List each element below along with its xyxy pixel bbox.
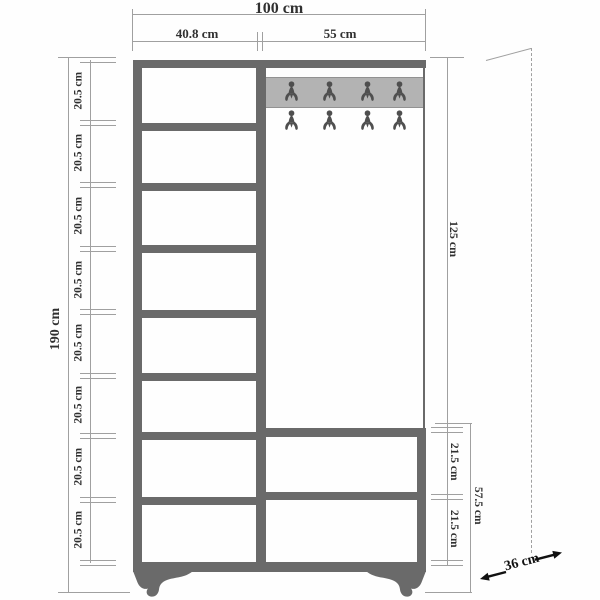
dim-tick bbox=[262, 32, 263, 51]
dim-label-segment: 20.5 cm bbox=[72, 323, 85, 362]
dim-tick bbox=[80, 125, 116, 126]
coat-hook-icon bbox=[321, 81, 338, 104]
dim-label-segment: 20.5 cm bbox=[72, 510, 85, 549]
shelf-divider bbox=[142, 373, 256, 381]
dim-label-depth: 36 cm bbox=[502, 550, 541, 575]
dim-label-left-width: 40.8 cm bbox=[175, 26, 219, 41]
wardrobe-top-frame bbox=[133, 60, 426, 68]
depth-projection-line bbox=[486, 48, 532, 61]
coat-hook-icon bbox=[359, 110, 376, 133]
dim-label-segment: 20.5 cm bbox=[72, 196, 85, 235]
dim-tick bbox=[132, 9, 133, 51]
dim-tick bbox=[80, 433, 116, 434]
shelf-divider bbox=[142, 497, 256, 505]
left-foot-icon bbox=[133, 571, 195, 598]
dim-label-right-width: 55 cm bbox=[323, 26, 357, 41]
dim-label-drawer-upper: 21.5 cm bbox=[447, 442, 460, 481]
dim-tick bbox=[80, 438, 116, 439]
dim-tick bbox=[425, 592, 472, 593]
dim-tick bbox=[80, 120, 116, 121]
dim-tick bbox=[80, 246, 116, 247]
shelf-divider bbox=[142, 245, 256, 253]
drawer-section-top-border bbox=[266, 428, 426, 437]
dim-tick bbox=[425, 9, 426, 51]
dim-tick bbox=[80, 314, 116, 315]
dim-tick bbox=[80, 373, 116, 374]
shelf-divider bbox=[142, 310, 256, 318]
coat-hook-icon bbox=[391, 110, 408, 133]
coat-hook-icon bbox=[391, 81, 408, 104]
dim-tick bbox=[431, 565, 463, 566]
dim-tick bbox=[80, 378, 116, 379]
dim-tick bbox=[431, 494, 463, 495]
dim-tick bbox=[80, 565, 116, 566]
drawer-section-right-border bbox=[417, 437, 426, 562]
dim-label-drawer-total: 57.5 cm bbox=[471, 486, 484, 525]
shelf-divider bbox=[142, 123, 256, 131]
shelf-divider bbox=[142, 183, 256, 191]
dim-tick bbox=[80, 497, 116, 498]
wardrobe-left-frame bbox=[133, 60, 142, 572]
dim-label-segment: 20.5 cm bbox=[72, 71, 85, 110]
dim-tick bbox=[430, 57, 464, 58]
dim-label-total-height: 190 cm bbox=[48, 307, 63, 351]
drawer-divider bbox=[266, 492, 417, 500]
dim-tick bbox=[80, 187, 116, 188]
coat-hook-icon bbox=[283, 81, 300, 104]
dim-label-segment: 20.5 cm bbox=[72, 385, 85, 424]
dim-tick bbox=[58, 592, 130, 593]
shelf-divider bbox=[142, 432, 256, 440]
dim-line-shelf-segments bbox=[90, 60, 91, 563]
wardrobe-center-divider bbox=[256, 68, 266, 562]
dim-tick bbox=[435, 423, 472, 424]
dim-tick bbox=[431, 427, 463, 428]
dim-tick bbox=[80, 560, 116, 561]
dim-label-segment: 20.5 cm bbox=[72, 260, 85, 299]
dim-line-total-height bbox=[68, 57, 69, 592]
wardrobe-right-edge bbox=[423, 68, 425, 428]
dim-tick bbox=[80, 182, 116, 183]
depth-dashed-line bbox=[531, 48, 532, 553]
dim-tick bbox=[80, 57, 116, 58]
dim-label-drawer-lower: 21.5 cm bbox=[447, 509, 460, 548]
dim-line-split-width bbox=[132, 41, 426, 42]
right-foot-icon bbox=[364, 571, 426, 598]
coat-hook-icon bbox=[321, 110, 338, 133]
dim-tick bbox=[80, 62, 116, 63]
coat-hook-icon bbox=[359, 81, 376, 104]
dim-label-total-width: 100 cm bbox=[254, 0, 304, 17]
coat-hook-icon bbox=[283, 110, 300, 133]
dim-label-segment: 20.5 cm bbox=[72, 447, 85, 486]
dim-tick bbox=[80, 502, 116, 503]
dim-label-segment: 20.5 cm bbox=[72, 133, 85, 172]
dim-tick bbox=[257, 32, 258, 51]
dim-tick bbox=[80, 251, 116, 252]
dim-label-right-upper: 125 cm bbox=[447, 220, 461, 258]
dim-tick bbox=[431, 560, 463, 561]
dim-tick bbox=[80, 309, 116, 310]
